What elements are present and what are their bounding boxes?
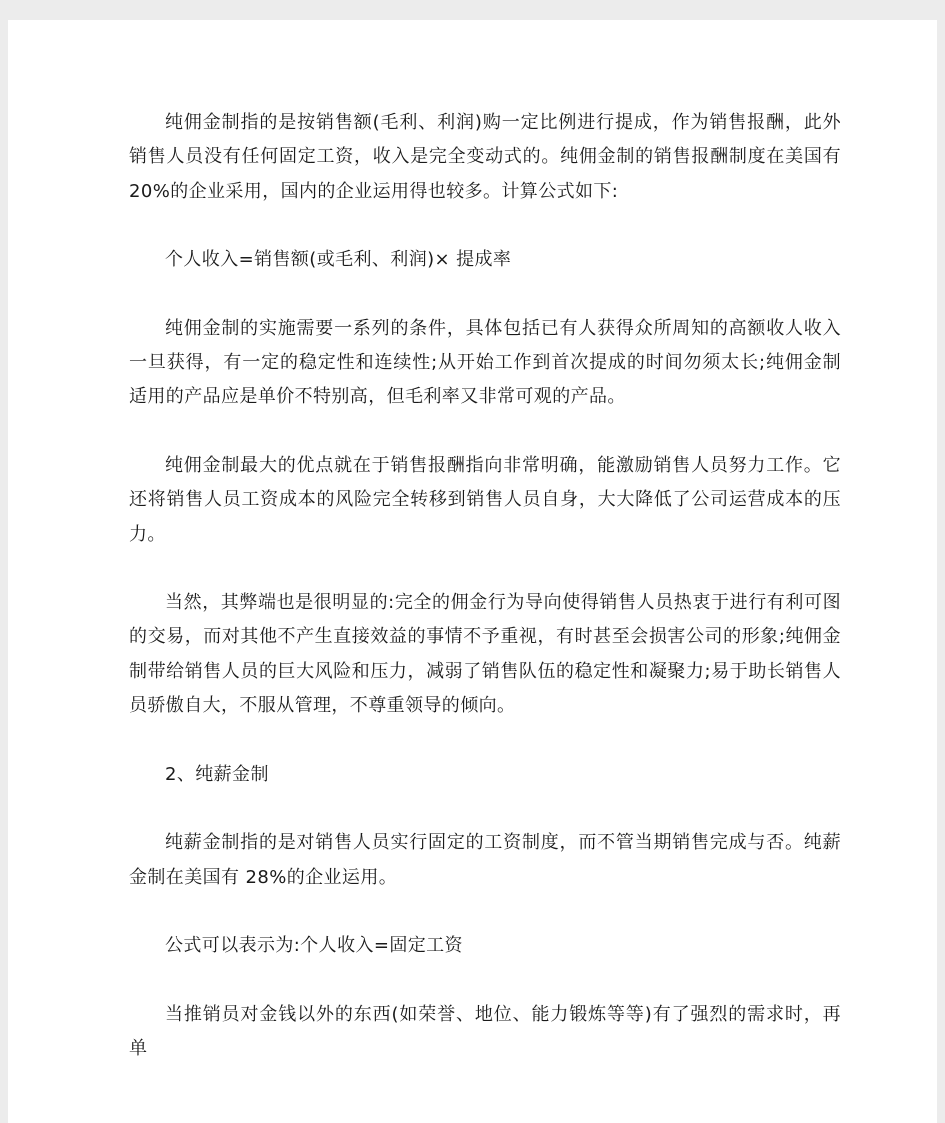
paragraph-salary-formula: 公式可以表示为:个人收入=固定工资 xyxy=(165,935,463,957)
document-page xyxy=(8,20,937,1123)
paragraph-commission-conditions: 纯佣金制的实施需要一系列的条件，具体包括已有人获得众所周知的高额收人收入一旦获得，有一定的稳定性和连续性;从开始工作到首次提成的时间勿须太长;纯佣金制适用的产品应是单价不特别高，但毛利率又非常可观的产品。 xyxy=(129,317,841,408)
paragraph-salary-conditions: 当推销员对金钱以外的东西(如荣誉、地位、能力锻炼等等)有了强烈的需求时，再单 xyxy=(129,1003,841,1060)
document-body xyxy=(129,106,841,1066)
paragraph-commission-formula: 个人收入=销售额(或毛利、利润)× 提成率 xyxy=(165,249,512,271)
paragraph-commission-disadvantages: 当然，其弊端也是很明显的:完全的佣金行为导向使得销售人员热衷于进行有利可图的交易，而对其他不产生直接效益的事情不予重视，有时甚至会损害公司的形象;纯佣金制带给销售人员的巨大风险和压力，减弱了销售队伍的稳定性和凝聚力;易于助长销售人员骄傲自大，不服从管理，不尊重领导的倾向。 xyxy=(129,592,841,717)
paragraph-commission-definition: 纯佣金制指的是按销售额(毛利、利润)购一定比例进行提成，作为销售报酬，此外销售人员没有任何固定工资，收入是完全变动式的。纯佣金制的销售报酬制度在美国有 20%的企业采用，国内的企业运用得也较多。计算公式如下: xyxy=(129,112,841,202)
paragraph-salary-definition: 纯薪金制指的是对销售人员实行固定的工资制度，而不管当期销售完成与否。纯薪金制在美国有 28%的企业运用。 xyxy=(129,832,841,888)
section-heading-salary: 2、纯薪金制 xyxy=(165,763,269,785)
paragraph-commission-advantages: 纯佣金制最大的优点就在于销售报酬指向非常明确，能激励销售人员努力工作。它还将销售人员工资成本的风险完全转移到销售人员自身，大大降低了公司运营成本的压力。 xyxy=(129,454,841,545)
